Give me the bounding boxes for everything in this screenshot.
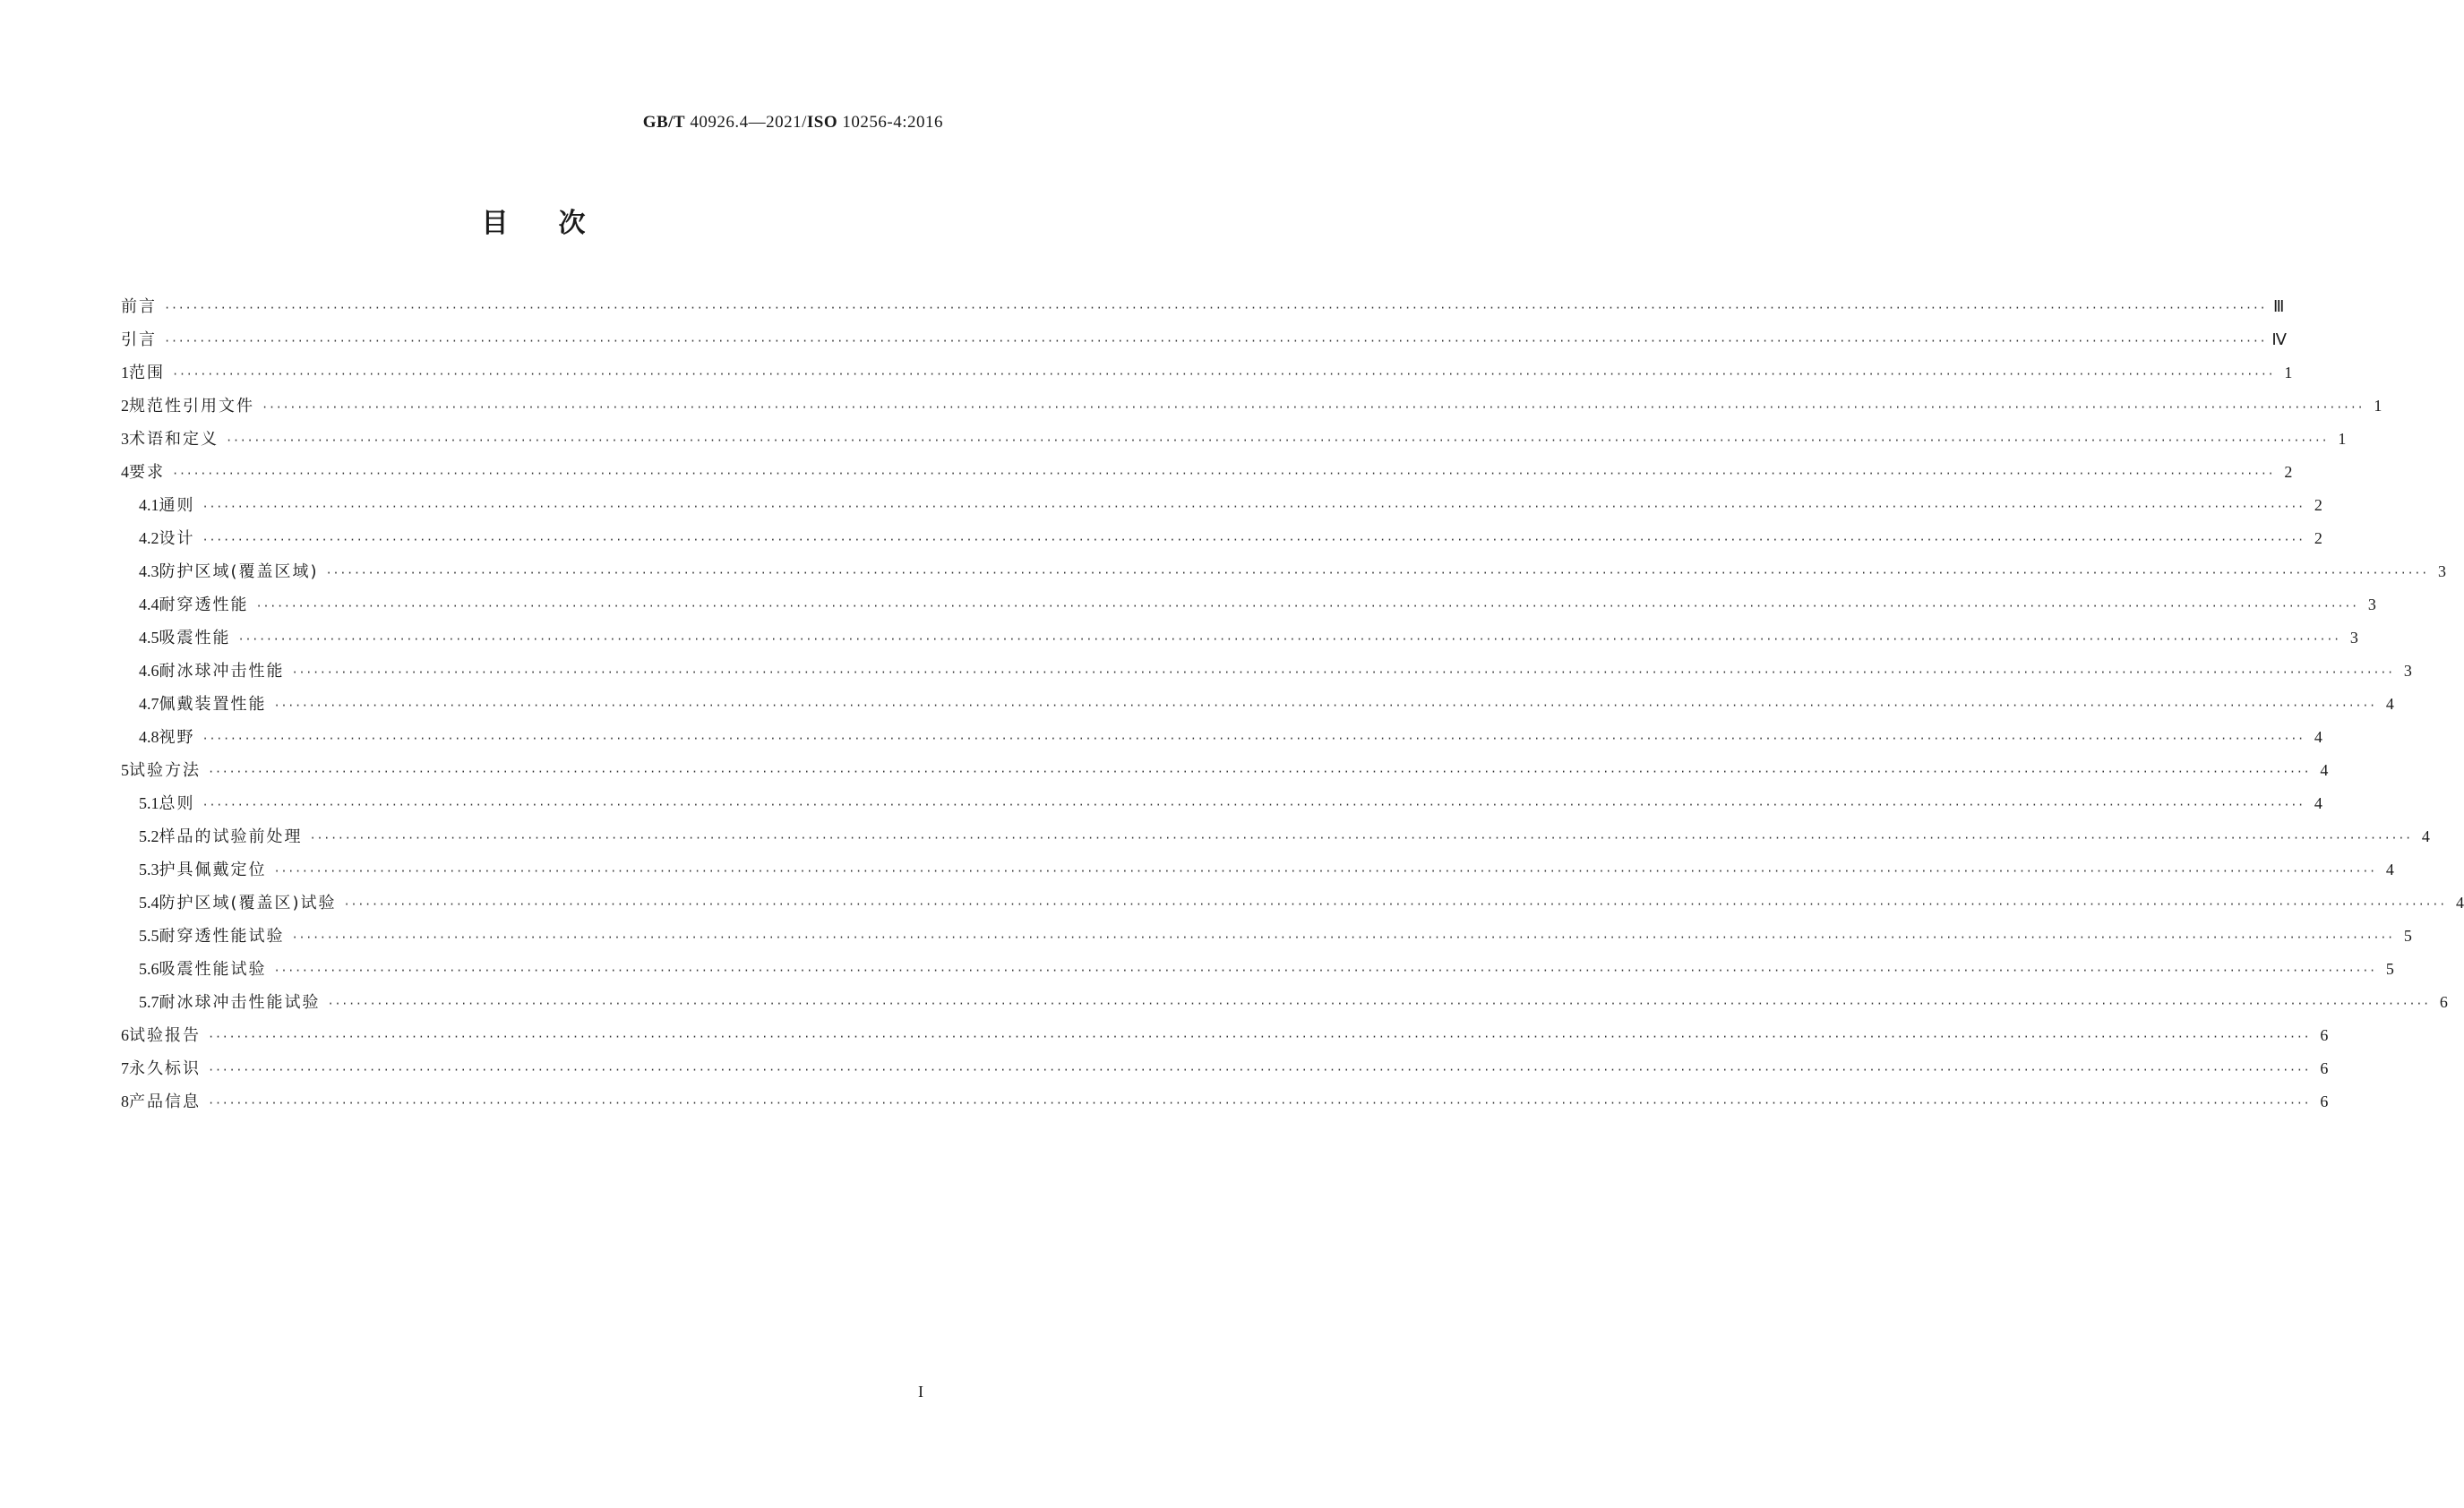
toc-leader-dots: ············································································································································································································································································································: [208, 766, 2311, 778]
toc-entry[interactable]: [121, 655, 2412, 688]
toc-leader-dots: ············································································································································································································································································································: [237, 633, 2340, 646]
toc-leader-dots: ············································································································································································································································································································: [262, 401, 2365, 414]
toc-entry-number: 5: [121, 761, 129, 779]
toc-entry-number: 4.6: [139, 662, 159, 680]
toc-entry-label: 产品信息: [129, 1092, 201, 1111]
toc-entry-label: 要求: [129, 463, 165, 482]
toc-entry-label: 护具佩戴定位: [159, 861, 267, 879]
toc-leader-dots: ············································································································································································································································································································: [273, 964, 2376, 977]
toc-leader-dots: ············································································································································································································································································································: [202, 501, 2305, 513]
toc-entry[interactable]: [121, 754, 2329, 787]
toc-entry-page: 4: [2320, 761, 2329, 779]
table-of-contents: [121, 290, 2464, 1118]
toc-entry[interactable]: [121, 853, 2394, 887]
toc-entry-page: 2: [2314, 529, 2322, 547]
toc-entry-number: 4.1: [139, 496, 159, 514]
toc-entry[interactable]: [121, 1019, 2329, 1052]
toc-entry-number: 5.1: [139, 794, 159, 812]
toc-entry-page: 2: [2314, 496, 2322, 514]
toc-entry-number: 5.6: [139, 960, 159, 978]
toc-entry[interactable]: [121, 390, 2382, 423]
toc-leader-dots: ············································································································································································································································································································: [172, 467, 2275, 480]
toc-entry-label: 设计: [159, 529, 195, 548]
toc-entry-label: 吸震性能: [159, 629, 231, 647]
iso-code: ISO: [806, 113, 838, 132]
toc-entry-label: 防护区域(覆盖区)试验: [159, 894, 337, 913]
toc-entry-number: 3: [121, 430, 129, 448]
toc-entry-number: 5.3: [139, 861, 159, 878]
standard-code: GB/T: [642, 113, 686, 132]
toc-entry[interactable]: [121, 986, 2448, 1019]
toc-leader-dots: ············································································································································································································································································································: [208, 1064, 2311, 1076]
toc-entry-number: 5.4: [139, 894, 159, 912]
toc-entry-label: 试验方法: [129, 761, 201, 780]
toc-entry-page: 1: [2284, 364, 2293, 381]
toc-entry[interactable]: [121, 1052, 2329, 1085]
toc-entry[interactable]: [121, 588, 2376, 621]
toc-entry-number: 4.3: [139, 562, 159, 580]
toc-entry-number: 5.7: [139, 993, 159, 1011]
toc-entry-label: 耐穿透性能: [159, 595, 249, 614]
toc-entry-label: 范围: [129, 364, 165, 382]
toc-entry-label: 防护区域(覆盖区域): [159, 562, 319, 581]
toc-entry-label: 术语和定义: [129, 430, 219, 449]
toc-leader-dots: ············································································································································································································································································································: [273, 699, 2376, 712]
toc-entry[interactable]: [121, 887, 2464, 920]
toc-entry-number: 4: [121, 463, 129, 481]
toc-leader-dots: ············································································································································································································································································································: [164, 302, 2267, 314]
toc-leader-dots: ············································································································································································································································································································: [202, 534, 2305, 546]
toc-entry[interactable]: [121, 489, 2322, 522]
toc-entry-number: 4.7: [139, 695, 159, 713]
toc-entry-page: 6: [2320, 1092, 2329, 1110]
toc-leader-dots: ············································································································································································································································································································: [325, 567, 2428, 579]
toc-leader-dots: ············································································································································································································································································································: [273, 865, 2376, 878]
toc-entry-number: 7: [121, 1059, 129, 1077]
page-title: 目次: [481, 208, 636, 239]
toc-leader-dots: ············································································································································································································································································································: [226, 434, 2329, 447]
toc-entry-page: 4: [2421, 827, 2430, 845]
toc-leader-dots: ············································································································································································································································································································: [309, 832, 2412, 844]
document-header: [643, 113, 943, 133]
toc-entry-label: 耐冰球冲击性能: [159, 662, 285, 681]
toc-entry-page: 3: [2367, 595, 2376, 613]
toc-entry-page: 3: [2403, 662, 2412, 680]
toc-entry-page: 6: [2320, 1059, 2329, 1077]
toc-leader-dots: ············································································································································································································································································································: [164, 335, 2267, 347]
toc-entry-page: 5: [2403, 927, 2412, 945]
toc-entry-page: 6: [2439, 993, 2448, 1011]
toc-entry[interactable]: [121, 820, 2430, 853]
toc-leader-dots: ············································································································································································································································································································: [208, 1031, 2311, 1043]
toc-entry-page: 4: [2385, 861, 2394, 878]
toc-entry-page: 3: [2437, 562, 2446, 580]
toc-entry-number: 4.2: [139, 529, 159, 547]
toc-entry-page: 4: [2314, 728, 2322, 746]
toc-entry[interactable]: [121, 423, 2347, 456]
toc-entry-label: 佩戴装置性能: [159, 695, 267, 714]
toc-entry[interactable]: [121, 920, 2412, 953]
toc-entry-page: 4: [2455, 894, 2464, 912]
toc-entry-page: 2: [2284, 463, 2293, 481]
toc-entry-number: 4.5: [139, 629, 159, 647]
toc-entry[interactable]: [121, 555, 2446, 588]
toc-entry[interactable]: [121, 522, 2322, 555]
toc-entry[interactable]: [121, 953, 2394, 986]
toc-entry-label: 耐穿透性能试验: [159, 927, 285, 946]
toc-leader-dots: ············································································································································································································································································································: [172, 368, 2275, 381]
toc-entry[interactable]: [121, 688, 2394, 721]
toc-entry-page: 4: [2314, 794, 2322, 812]
toc-entry-number: 1: [121, 364, 129, 381]
toc-entry-page: 5: [2385, 960, 2394, 978]
toc-entry-number: 2: [121, 397, 129, 415]
toc-leader-dots: ············································································································································································································································································································: [255, 600, 2358, 613]
toc-leader-dots: ············································································································································································································································································································: [291, 931, 2394, 944]
toc-entry-label: 样品的试验前处理: [159, 827, 303, 846]
toc-entry-number: 4.8: [139, 728, 159, 746]
toc-entry[interactable]: [121, 1085, 2329, 1118]
toc-entry-number: 5.5: [139, 927, 159, 945]
toc-leader-dots: ············································································································································································································································································································: [208, 1097, 2311, 1110]
toc-entry[interactable]: [121, 787, 2322, 820]
toc-entry-page: Ⅲ: [2272, 297, 2285, 315]
toc-entry-page: 1: [2338, 430, 2347, 448]
toc-entry-label: 规范性引用文件: [129, 397, 254, 416]
toc-entry-label: 通则: [159, 496, 195, 515]
toc-entry-page: 3: [2349, 629, 2358, 647]
toc-entry[interactable]: [121, 323, 2288, 356]
toc-entry-label: 永久标识: [129, 1059, 201, 1078]
toc-leader-dots: ············································································································································································································································································································: [291, 666, 2394, 679]
iso-number: 10256-4:2016: [837, 113, 943, 132]
page-number: I: [918, 1383, 923, 1401]
toc-entry-label: 视野: [159, 728, 195, 747]
toc-entry-number: 4.4: [139, 595, 159, 613]
toc-entry-page: Ⅳ: [2271, 330, 2288, 348]
toc-entry-label: 前言: [121, 297, 157, 316]
toc-entry-label: 耐冰球冲击性能试验: [159, 993, 321, 1012]
toc-entry-number: 5.2: [139, 827, 159, 845]
toc-entry-label: 总则: [159, 794, 195, 813]
toc-leader-dots: ············································································································································································································································································································: [202, 733, 2305, 745]
toc-entry[interactable]: [121, 456, 2293, 489]
toc-leader-dots: ············································································································································································································································································································: [327, 998, 2430, 1010]
toc-entry-label: 吸震性能试验: [159, 960, 267, 979]
toc-entry-label: 试验报告: [129, 1026, 201, 1045]
toc-entry-page: 6: [2320, 1026, 2329, 1044]
toc-entry[interactable]: [121, 290, 2285, 323]
toc-leader-dots: ············································································································································································································································································································: [343, 898, 2446, 911]
toc-entry[interactable]: [121, 621, 2358, 655]
toc-entry-page: 1: [2374, 397, 2382, 415]
toc-entry-number: 8: [121, 1092, 129, 1110]
toc-entry[interactable]: [121, 721, 2322, 754]
toc-entry-page: 4: [2385, 695, 2394, 713]
toc-leader-dots: ············································································································································································································································································································: [202, 799, 2305, 811]
toc-entry-number: 6: [121, 1026, 129, 1044]
toc-entry-label: 引言: [121, 330, 157, 349]
standard-number: 40926.4—2021/: [685, 113, 807, 132]
toc-entry[interactable]: [121, 356, 2293, 390]
